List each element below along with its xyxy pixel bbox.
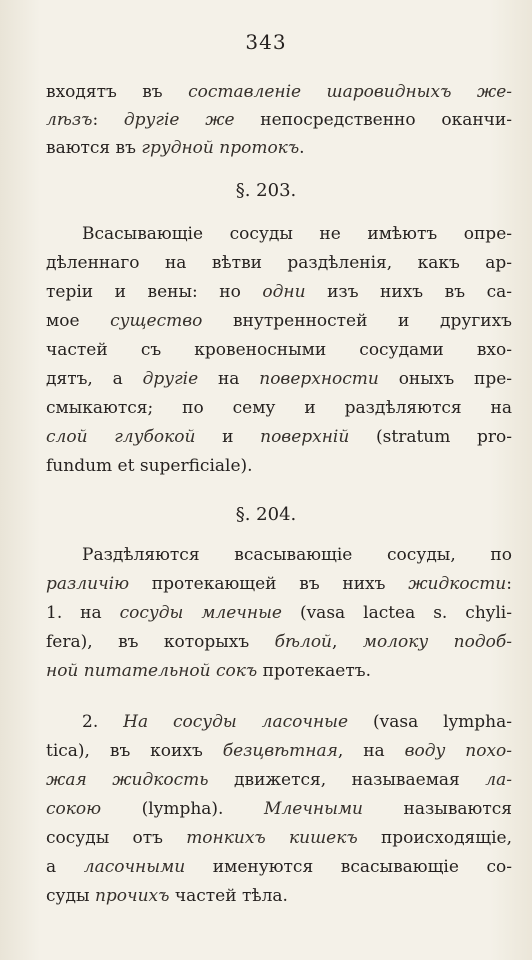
text-segment: (stratum pro- xyxy=(349,427,512,447)
italic-text-segment: прочихъ xyxy=(94,886,170,906)
text-segment: , xyxy=(332,632,363,652)
text-line xyxy=(46,423,512,451)
italic-text-segment: различію xyxy=(46,574,130,594)
italic-text-segment: бѣлой xyxy=(274,632,333,652)
section-heading-204: §. 204. xyxy=(235,504,297,525)
text-segment: происходящіе, xyxy=(357,828,512,848)
text-line xyxy=(46,336,512,364)
text-segment: 1. на xyxy=(46,603,120,623)
text-segment: называются xyxy=(363,799,512,819)
text-segment: мое xyxy=(46,311,111,331)
italic-text-segment: ласочными xyxy=(83,857,186,877)
italic-text-segment: безцвѣтная xyxy=(222,741,338,761)
text-line xyxy=(46,452,512,480)
italic-text-segment: слой глубокой xyxy=(46,427,196,447)
text-segment: (vasa lympha- xyxy=(348,712,512,732)
text-segment: непосредственно оканчи- xyxy=(234,110,512,130)
text-segment: 2. xyxy=(82,712,124,732)
text-line xyxy=(46,628,512,656)
text-line xyxy=(46,766,512,794)
text-line xyxy=(46,882,512,910)
italic-text-segment: грудной протокъ xyxy=(141,138,300,158)
text-line xyxy=(46,78,512,106)
text-segment: Всасывающіе сосуды не имѣютъ опре- xyxy=(82,224,512,244)
italic-text-segment: другіе же xyxy=(123,110,235,130)
italic-text-segment: жидкости xyxy=(408,574,507,594)
text-segment: (vasa lactea s. chyli- xyxy=(281,603,512,623)
text-segment: частей съ кровеносными сосудами вхо- xyxy=(46,340,512,360)
text-segment: дѣленнаго на вѣтви раздѣленія, какъ ар- xyxy=(46,253,512,273)
text-segment: дятъ, а xyxy=(46,369,143,389)
text-segment: изъ нихъ въ са- xyxy=(305,282,512,302)
italic-text-segment: ной питательной сокъ xyxy=(46,661,258,681)
text-segment: суды xyxy=(46,886,95,906)
italic-text-segment: существо xyxy=(110,311,203,331)
text-line xyxy=(46,394,512,422)
italic-text-segment: Млечными xyxy=(264,799,363,819)
italic-text-segment: поверхній xyxy=(260,427,350,447)
section-heading-203: §. 203. xyxy=(235,180,297,201)
text-line xyxy=(46,824,512,852)
text-line xyxy=(46,853,512,881)
text-segment: оныхъ пре- xyxy=(378,369,512,389)
italic-text-segment: одни xyxy=(262,282,306,302)
text-line xyxy=(46,365,512,393)
text-segment: Раздѣляются всасывающіе сосуды, по xyxy=(82,545,512,565)
text-line xyxy=(46,795,512,823)
text-segment: протекающей въ нихъ xyxy=(129,574,409,594)
text-segment: на xyxy=(198,369,260,389)
text-segment: tica), въ коихъ xyxy=(46,741,223,761)
text-segment: именуются всасывающіе со- xyxy=(185,857,512,877)
text-segment: : xyxy=(92,110,124,130)
text-line xyxy=(46,220,512,248)
text-line xyxy=(46,657,512,685)
text-segment: смыкаются; по сему и раздѣляются на xyxy=(46,398,512,418)
italic-text-segment: молоку подоб- xyxy=(362,632,512,652)
italic-text-segment: ла- xyxy=(485,770,512,790)
italic-text-segment: жая жидкость xyxy=(46,770,209,790)
text-segment: . xyxy=(299,138,305,158)
italic-text-segment: составленіе шаровидныхъ же- xyxy=(188,82,512,102)
italic-text-segment: другіе xyxy=(142,369,199,389)
text-segment: частей тѣла. xyxy=(169,886,288,906)
text-segment: движется, называемая xyxy=(208,770,486,790)
italic-text-segment: тонкихъ кишекъ xyxy=(186,828,358,848)
text-segment: fundum et superficiale). xyxy=(46,456,253,476)
text-segment: , на xyxy=(337,741,405,761)
text-line xyxy=(46,249,512,277)
text-line xyxy=(46,541,512,569)
text-segment: внутренностей и другихъ xyxy=(202,311,512,331)
text-line xyxy=(46,134,512,162)
text-segment: сосуды отъ xyxy=(46,828,187,848)
italic-text-segment: лѣзъ xyxy=(46,110,93,130)
text-segment: ваются въ xyxy=(46,138,142,158)
text-segment: протекаетъ. xyxy=(257,661,371,681)
text-line xyxy=(46,307,512,335)
text-segment: теріи и вены: но xyxy=(46,282,263,302)
text-segment: fera), въ которыхъ xyxy=(46,632,275,652)
text-line xyxy=(46,570,512,598)
page-number: 343 xyxy=(245,30,287,54)
italic-text-segment: сосуды млечные xyxy=(119,603,282,623)
italic-text-segment: сокою xyxy=(46,799,102,819)
text-segment: : xyxy=(506,574,512,594)
text-segment: входятъ въ xyxy=(46,82,189,102)
text-line xyxy=(46,737,512,765)
text-segment: (lympha). xyxy=(101,799,265,819)
text-line xyxy=(46,106,512,134)
text-segment: и xyxy=(195,427,261,447)
italic-text-segment: воду похо- xyxy=(404,741,512,761)
text-segment: а xyxy=(46,857,84,877)
italic-text-segment: поверхности xyxy=(259,369,379,389)
text-line xyxy=(46,599,512,627)
text-line xyxy=(46,278,512,306)
italic-text-segment: На сосуды ласочные xyxy=(123,712,349,732)
text-line xyxy=(46,708,512,736)
